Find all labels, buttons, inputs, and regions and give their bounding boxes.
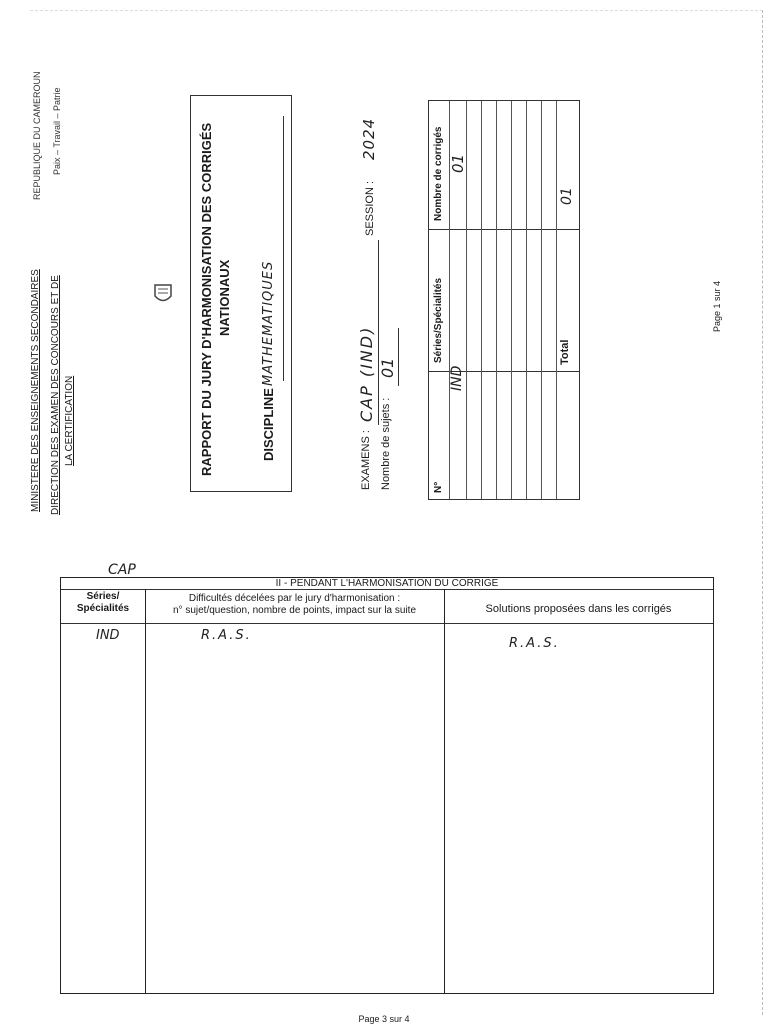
national-motto: Paix – Travail – Patrie — [52, 87, 62, 175]
total-value: 01 — [559, 187, 575, 205]
row-difficulties: R.A.S. — [201, 628, 252, 643]
discipline-label: DISCIPLINE — [261, 388, 276, 461]
page-number-bottom: Page 3 sur 4 — [358, 1014, 410, 1024]
section-title: II - PENDANT L'HARMONISATION DU CORRIGE — [275, 578, 499, 589]
examens-underline — [378, 240, 379, 425]
row-solutions: R.A.S. — [509, 636, 560, 651]
col-difficulties-header-line-1: Difficultés décelées par le jury d'harmonisation : — [188, 593, 401, 604]
handwritten-exam-note: CAP — [108, 562, 136, 578]
col-series-header-line-1: Séries/ — [86, 591, 120, 602]
summary-table — [428, 100, 580, 500]
col-solutions-header: Solutions proposées dans les corrigés — [485, 603, 672, 615]
page-number-top: Page 1 sur 4 — [712, 280, 722, 332]
col-count-header: Nombre de corrigés — [433, 126, 444, 221]
col-serie-header: Séries/Spécialités — [433, 277, 444, 363]
subjects-underline — [398, 328, 399, 386]
discipline-value: MATHEMATIQUES — [261, 260, 276, 386]
row-serie: IND — [96, 628, 120, 643]
ministry-name: MINISTERE DES ENSEIGNEMENTS SECONDAIRES — [30, 269, 41, 512]
subjects-value: 01 — [378, 357, 397, 378]
discipline-underline — [283, 116, 284, 381]
direction-line-1: DIRECTION DES EXAMEN DES CONCOURS ET DE — [50, 275, 61, 515]
direction-line-2: LA CERTIFICATION — [64, 375, 75, 466]
col-series-header-line-2: Spécialités — [76, 603, 130, 614]
session-value: 2024 — [360, 117, 378, 160]
examens-label: EXAMENS : — [360, 430, 372, 490]
report-title-line-2: NATIONAUX — [217, 259, 232, 336]
examens-value: CAP (IND) — [357, 325, 376, 422]
total-label: Total — [559, 339, 571, 365]
harmonisation-table — [60, 577, 714, 994]
report-title-line-1: RAPPORT DU JURY D'HARMONISATION DES CORRIGÉS — [199, 122, 214, 476]
subjects-label: Nombre de sujets : — [380, 397, 392, 490]
row-count-value: 01 — [449, 153, 467, 173]
report-title-box — [190, 95, 292, 492]
session-label: SESSION : — [364, 180, 376, 236]
row-serie-value: IND — [449, 365, 465, 391]
coat-of-arms-icon — [152, 282, 174, 306]
col-difficulties-header-line-2: n° sujet/question, nombre de points, impact sur la suite — [172, 605, 417, 616]
col-number-header: N° — [433, 481, 444, 493]
republic-name: REPUBLIQUE DU CAMEROUN — [32, 71, 42, 200]
